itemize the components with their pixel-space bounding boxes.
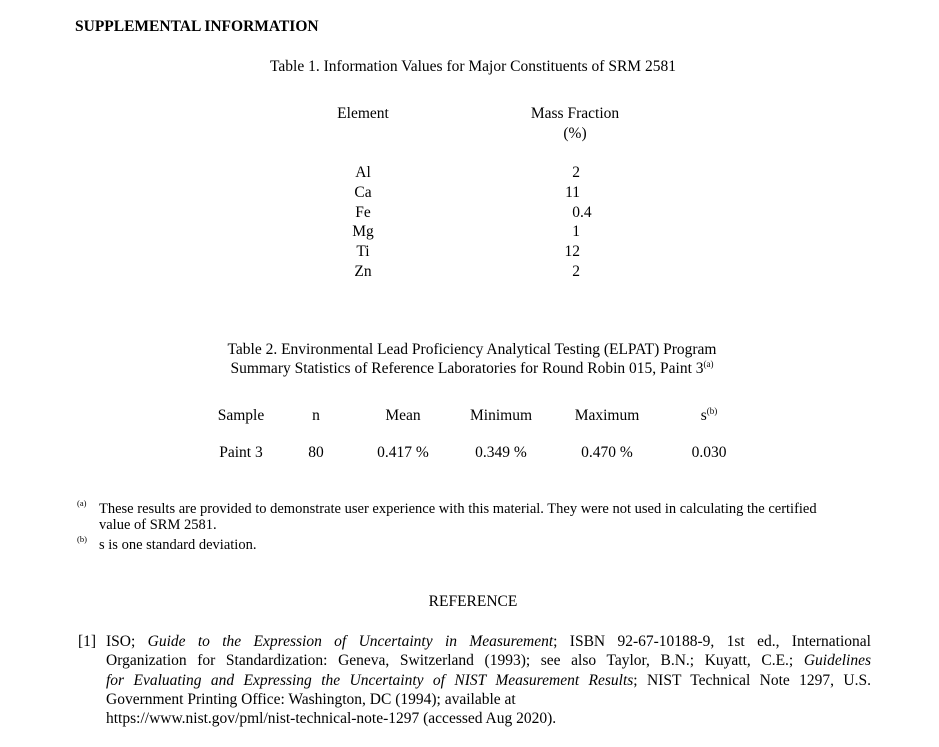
table1-cell-element: Mg	[352, 223, 374, 241]
table2-header-s	[701, 407, 718, 425]
table1-header-element: Element	[337, 105, 389, 122]
table1-cell-mass-fraction	[520, 164, 580, 182]
table1-cell-element: Zn	[354, 263, 372, 280]
reference-title: Guidelines	[803, 652, 871, 670]
reference-text: https://www.nist.gov/pml/nist-technical-note-1297 (accessed Aug 2020).	[106, 710, 557, 728]
table2-cell-n: 80	[308, 444, 324, 461]
footnote-b-mark	[77, 536, 87, 552]
table2-header-maximum: Maximum	[574, 407, 640, 424]
table1-cell-element: Ti	[356, 243, 370, 261]
table1-caption: Table 1. Information Values for Major Constituents of SRM 2581	[270, 58, 676, 75]
reference-text: ; NIST Technical Note 1297, U.S.	[633, 671, 871, 689]
footnote-b: s is one standard deviation.	[99, 537, 257, 553]
table2-cell-maximum: 0.470 %	[581, 444, 633, 461]
table2-header-n: n	[312, 407, 320, 424]
table1-cell-mass-fraction	[520, 263, 580, 281]
reference-line	[106, 709, 871, 728]
reference-text: Organization for Standardization: Geneva, Switzerland (1993); see also Taylor, B.N.; Kuyatt, C.E.;	[106, 652, 804, 670]
table2-cell-s: 0.030	[691, 444, 727, 461]
footnote-a-mark	[77, 500, 86, 516]
reference-line	[106, 671, 871, 690]
table1-cell-element: Fe	[355, 203, 371, 221]
footnote-ref: (a)	[703, 359, 714, 369]
footnote-line: value of SRM 2581.	[99, 517, 217, 533]
footnote-mark: (a)	[77, 498, 87, 508]
table2-header-mean: Mean	[385, 407, 421, 424]
footnote-ref: (b)	[706, 406, 718, 416]
footnote-a	[99, 501, 874, 533]
table2-header-minimum: Minimum	[469, 407, 533, 424]
reference-text: Government Printing Office: Washington, DC (1994); available at	[106, 690, 516, 708]
reference-text: ; ISBN 92-67-10188-9, 1st ed., International	[553, 633, 871, 650]
footnote-mark: (b)	[77, 534, 87, 544]
table2-caption-line1: Table 2. Environmental Lead Proficiency Analytical Testing (ELPAT) Program	[227, 341, 717, 358]
table1-cell-mass-fraction	[520, 243, 580, 261]
reference-line	[106, 651, 871, 670]
caption-text: Summary Statistics of Reference Laboratories for Round Robin 015, Paint 3	[230, 360, 704, 377]
value-integer: 2	[572, 263, 580, 280]
value-integer: 0	[572, 203, 580, 221]
reference-line	[106, 632, 871, 651]
table1-cell-mass-fraction	[520, 184, 580, 202]
table2-cell-mean: 0.417 %	[377, 444, 429, 461]
table2-cell-minimum: 0.349 %	[475, 444, 527, 461]
table2-caption-line2	[230, 360, 713, 378]
table1-header-mass-fraction: Mass Fraction	[530, 105, 620, 122]
table1-cell-mass-fraction	[520, 223, 580, 241]
value-integer: 12	[564, 243, 580, 261]
table1-header-unit: (%)	[563, 125, 587, 142]
reference-heading: REFERENCE	[428, 593, 518, 610]
reference-line	[106, 690, 871, 709]
table1-cell-mass-fraction	[520, 203, 592, 222]
table1-cell-element: Al	[355, 164, 371, 181]
reference-title: for Evaluating and Expressing the Uncertainty of NIST Measurement Results	[106, 671, 634, 689]
value-fraction: .4	[580, 203, 592, 221]
footnote-line: These results are provided to demonstrate user experience with this material. They were not used in calculating the certified	[99, 501, 817, 517]
value-integer: 1	[572, 223, 580, 241]
value-integer: 2	[572, 164, 580, 181]
reference-label: [1]	[78, 633, 97, 650]
section-heading: SUPPLEMENTAL INFORMATION	[75, 18, 319, 35]
value-integer: 11	[565, 183, 580, 201]
table2-header-sample: Sample	[217, 407, 265, 424]
header-text: s	[700, 407, 707, 424]
reference-title: Guide to the Expression of Uncertainty in Measurement	[147, 633, 554, 650]
table1-cell-element: Ca	[354, 183, 372, 201]
table2-cell-sample: Paint 3	[219, 444, 263, 461]
reference-text: ISO;	[106, 633, 148, 650]
